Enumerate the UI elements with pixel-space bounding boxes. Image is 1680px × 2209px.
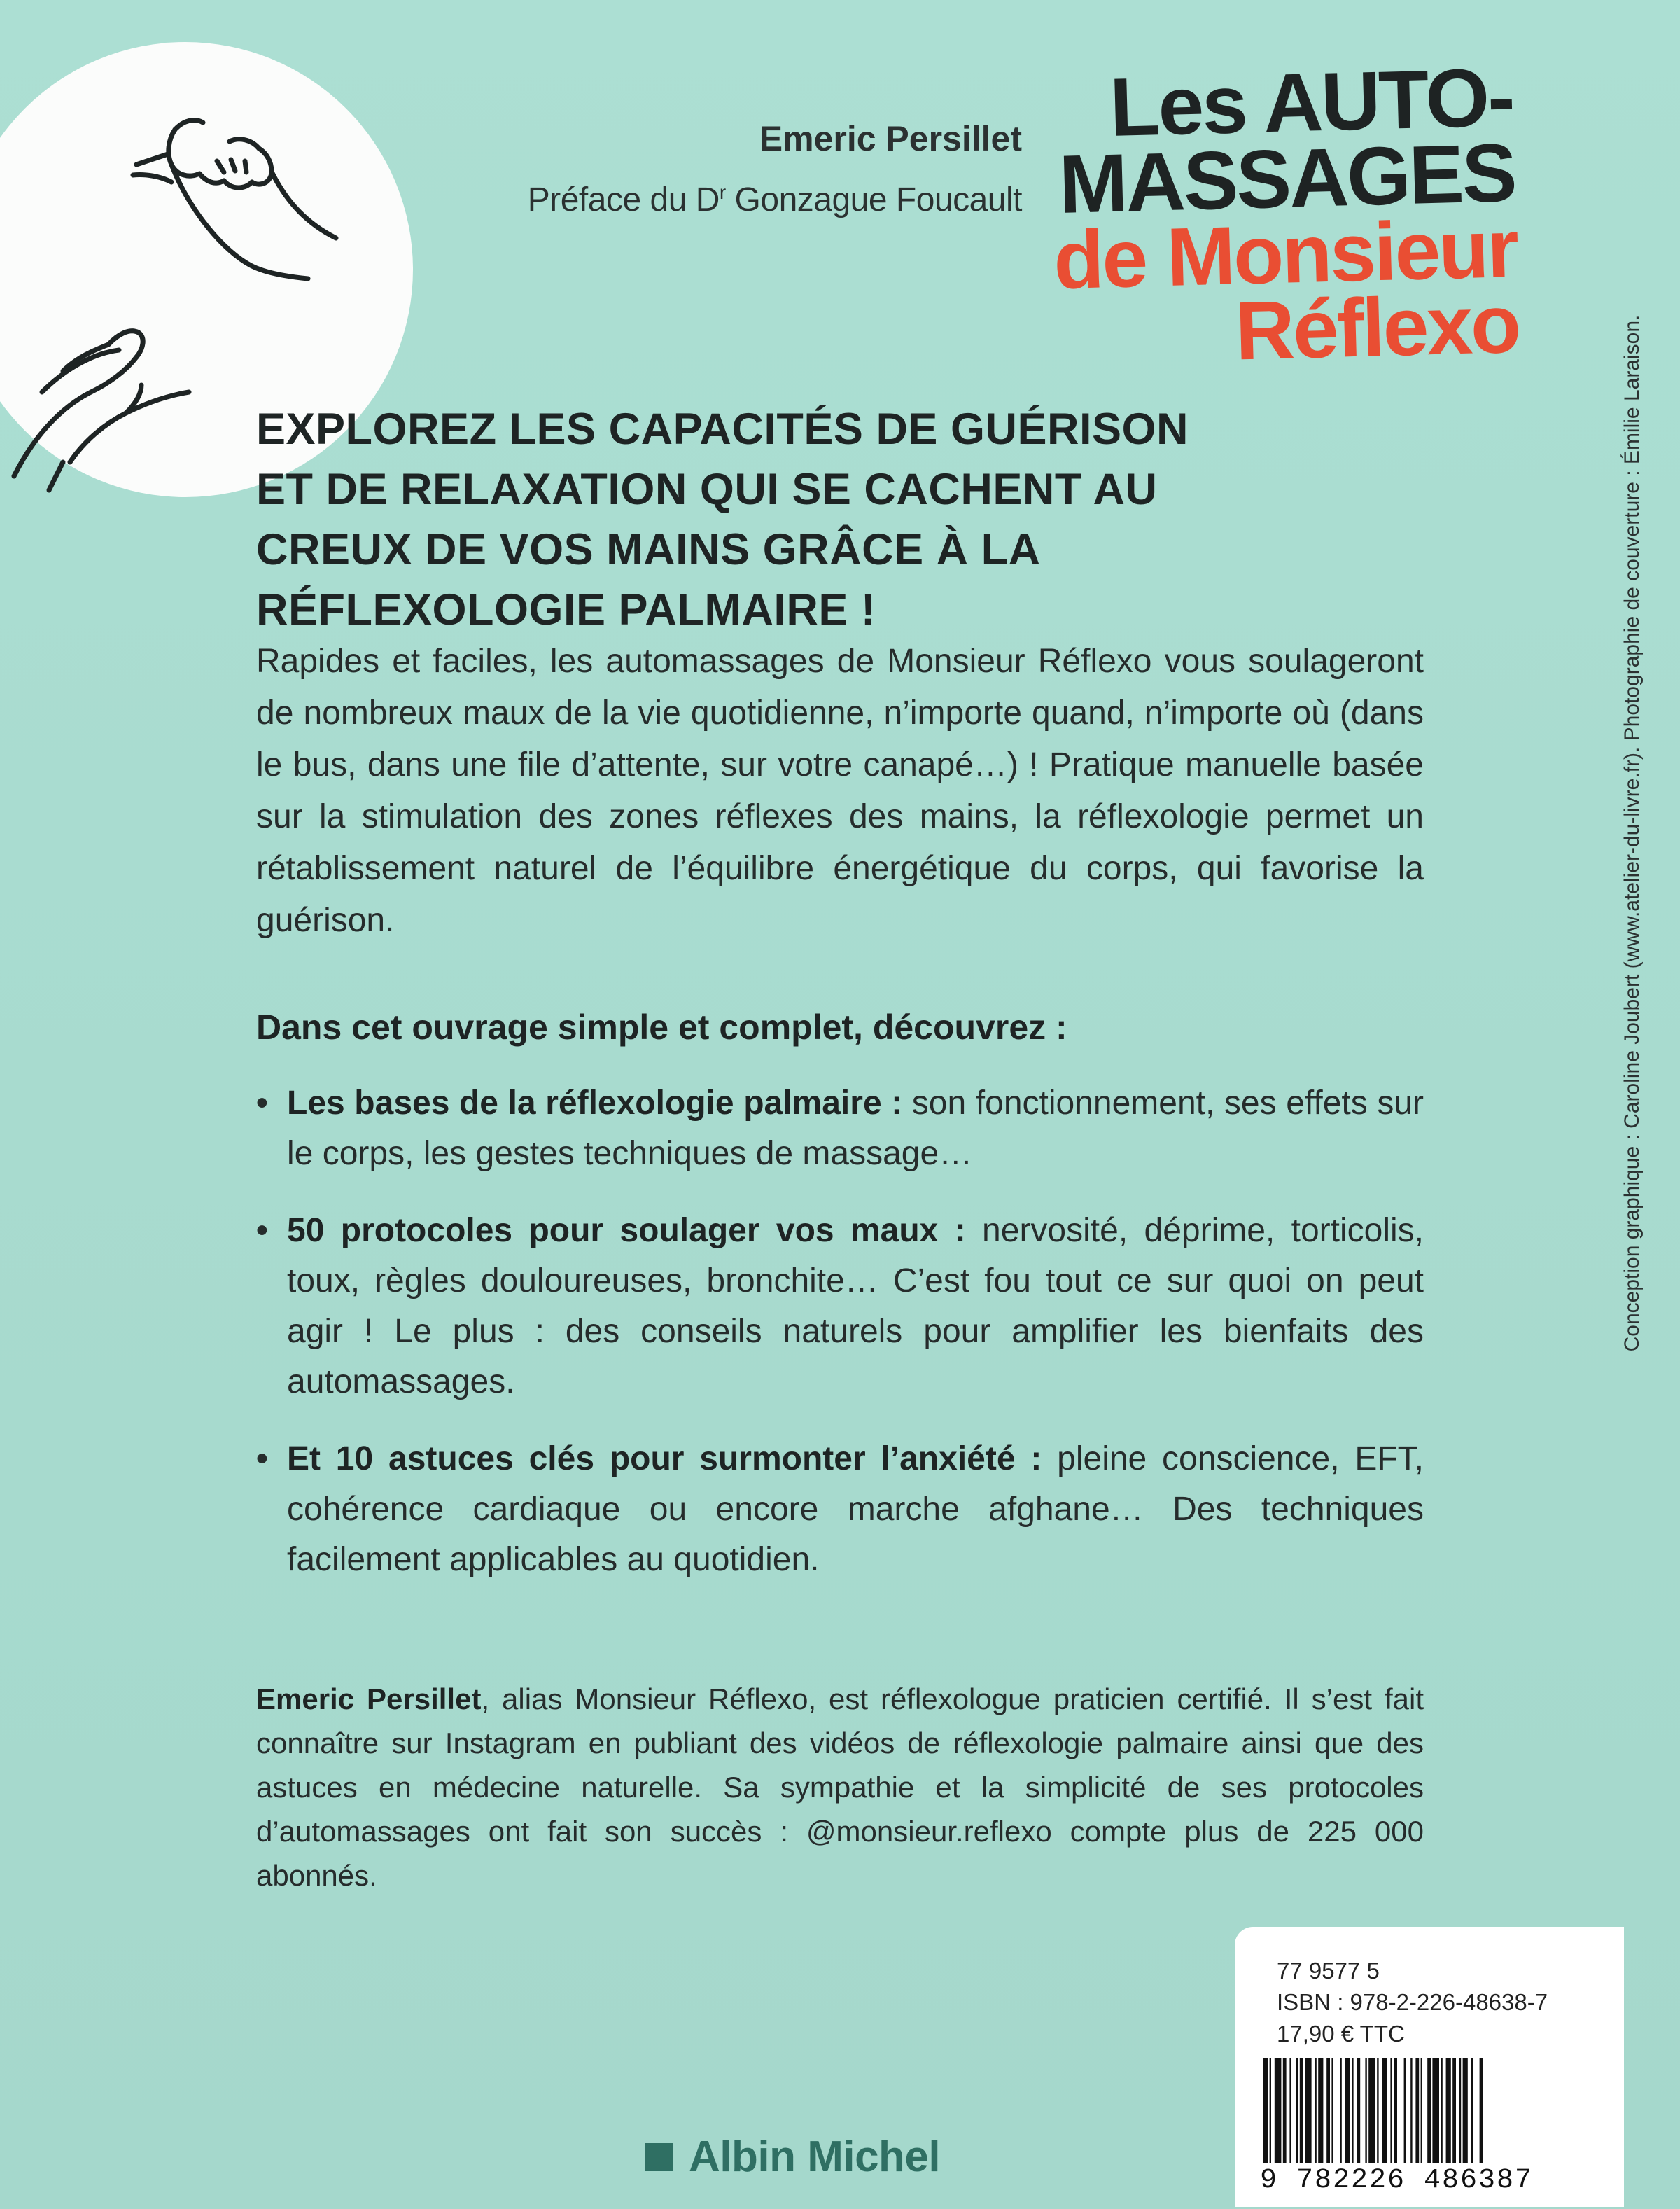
barcode-bar [1331, 2058, 1333, 2163]
barcode-bar [1415, 2058, 1419, 2163]
title-line-1: Les AUTO- [1108, 51, 1515, 155]
list-item [256, 1078, 1424, 1179]
list-item [256, 1206, 1424, 1407]
barcode-bar [1263, 2058, 1268, 2163]
barcode-bar [1305, 2058, 1312, 2163]
bio-text: , alias Monsieur Réflexo, est réflexologue praticien certifié. Il s’est fait connaître sur Instagram en publiant des vidéos de réflexologie palmaire ainsi que des astuces en médecine naturelle. Sa sympathie et la simplicité de ses protocoles d’automassages ont fait son succès : @monsieur.reflexo compte plus de 225 000 abonnés. [256, 1682, 1424, 1892]
barcode-bar [1382, 2058, 1387, 2163]
publisher-square-icon [645, 2143, 673, 2171]
author-block [528, 118, 1022, 225]
barcode-bar [1427, 2058, 1431, 2163]
list-item-title: 50 protocoles pour soulager vos maux : [287, 1212, 966, 1249]
barcode-bar [1394, 2058, 1397, 2163]
barcode-bar [1446, 2058, 1451, 2163]
preface-sup: r [719, 181, 726, 203]
barcode-bar [1410, 2058, 1412, 2163]
bullet-dot: • [256, 1440, 268, 1477]
publisher-logo [645, 2132, 940, 2182]
barcode-bar [1270, 2058, 1271, 2163]
preface-credit [528, 168, 1022, 225]
barcode-bar [1289, 2058, 1291, 2163]
barcode-bar [1352, 2058, 1353, 2163]
barcode-bar [1421, 2058, 1422, 2163]
preface-name: Gonzague Foucault [725, 181, 1022, 218]
author-name: Emeric Persillet [759, 119, 1022, 158]
barcode-bar [1283, 2058, 1287, 2163]
title-line-3: de Monsieur [1052, 202, 1518, 307]
bio-name: Emeric Persillet [256, 1682, 482, 1715]
bullet-dot: • [256, 1085, 268, 1122]
barcode-bar [1460, 2058, 1461, 2163]
bullet-dot: • [256, 1212, 268, 1249]
barcode-bar [1300, 2058, 1303, 2163]
barcode-bar [1318, 2058, 1323, 2163]
barcode-panel [1235, 1927, 1624, 2207]
barcode-bar [1315, 2058, 1316, 2163]
barcode-bar [1368, 2058, 1376, 2163]
list-item-title: Les bases de la réflexologie palmaire : [287, 1085, 903, 1122]
list-item-text: son fonctionnement, ses effets sur le corps, les gestes techniques de massage… [287, 1085, 1424, 1172]
book-title [1049, 51, 1520, 378]
headline: EXPLOREZ LES CAPACITÉS DE GUÉRISON ET DE RELAXATION QUI SE CACHENT AU CREUX DE VOS MAINS GRÂCE À LA RÉFLEXOLOGIE PALMAIRE ! [256, 405, 1189, 634]
publisher-name: Albin Michel [689, 2133, 941, 2181]
product-code: 77 9577 5 [1277, 1958, 1380, 1984]
barcode-bar [1390, 2058, 1392, 2163]
barcode-bar [1404, 2058, 1406, 2163]
list-item-text: nervosité, déprime, torticolis, toux, règles douloureuses, bronchite… C’est fou tout ce sur quoi on peut agir ! Le plus : des conseils naturels pour amplifier les bienfaits des automassages. [287, 1212, 1424, 1400]
barcode-bar [1377, 2058, 1378, 2163]
design-credit: Conception graphique : Caroline Joubert (www.atelier-du-livre.fr). Photographie de couverture : Émilie Laraison. [1620, 314, 1644, 1352]
author-bio [256, 1677, 1424, 1897]
title-line-2: MASSAGES [1058, 126, 1516, 231]
barcode-bar [1275, 2058, 1282, 2163]
barcode-bar [1480, 2058, 1483, 2163]
contents-subheading: Dans cet ouvrage simple et complet, découvrez : [256, 1008, 1068, 1047]
title-line-4: Réflexo [1234, 277, 1520, 378]
barcode-digits: 9 782226 486387 [1260, 2165, 1534, 2196]
barcode-bar [1296, 2058, 1298, 2163]
barcode-bar [1340, 2058, 1341, 2163]
barcode-bar [1357, 2058, 1360, 2163]
barcode-bar [1345, 2058, 1350, 2163]
barcode-info [1277, 1955, 1548, 2049]
barcode-bar [1441, 2058, 1442, 2163]
intro-paragraph: Rapides et faciles, les automassages de Monsieur Réflexo vous soulageront de nombreux maux de la vie quotidienne, n’importe quand, n’importe où (dans le bus, dans une file d’attente, sur votre canapé…) ! Pratique manuelle basée sur la stimulation des zones réflexes des mains, la réflexologie permet un rétablissement naturel de l’équilibre énergétique du corps, qui favorise la guérison. [256, 643, 1424, 939]
preface-prefix: Préface du D [527, 181, 720, 218]
barcode-bar [1452, 2058, 1456, 2163]
barcode-bar [1326, 2058, 1330, 2163]
barcode-bar [1365, 2058, 1366, 2163]
list-item [256, 1434, 1424, 1585]
list-item-text: pleine conscience, EFT, cohérence cardiaque ou encore marche afghane… Des techniques facilement applicables au quotidien. [287, 1440, 1424, 1578]
barcode-icon [1263, 2058, 1592, 2163]
list-item-title: Et 10 astuces clés pour surmonter l’anxiété : [287, 1440, 1042, 1477]
barcode-bar [1463, 2058, 1468, 2163]
contents-list [256, 1078, 1424, 1612]
barcode-bar [1432, 2058, 1439, 2163]
barcode-bar [1471, 2058, 1473, 2163]
price: 17,90 € TTC [1277, 2021, 1405, 2047]
isbn: ISBN : 978-2-226-48638-7 [1277, 1989, 1548, 2015]
